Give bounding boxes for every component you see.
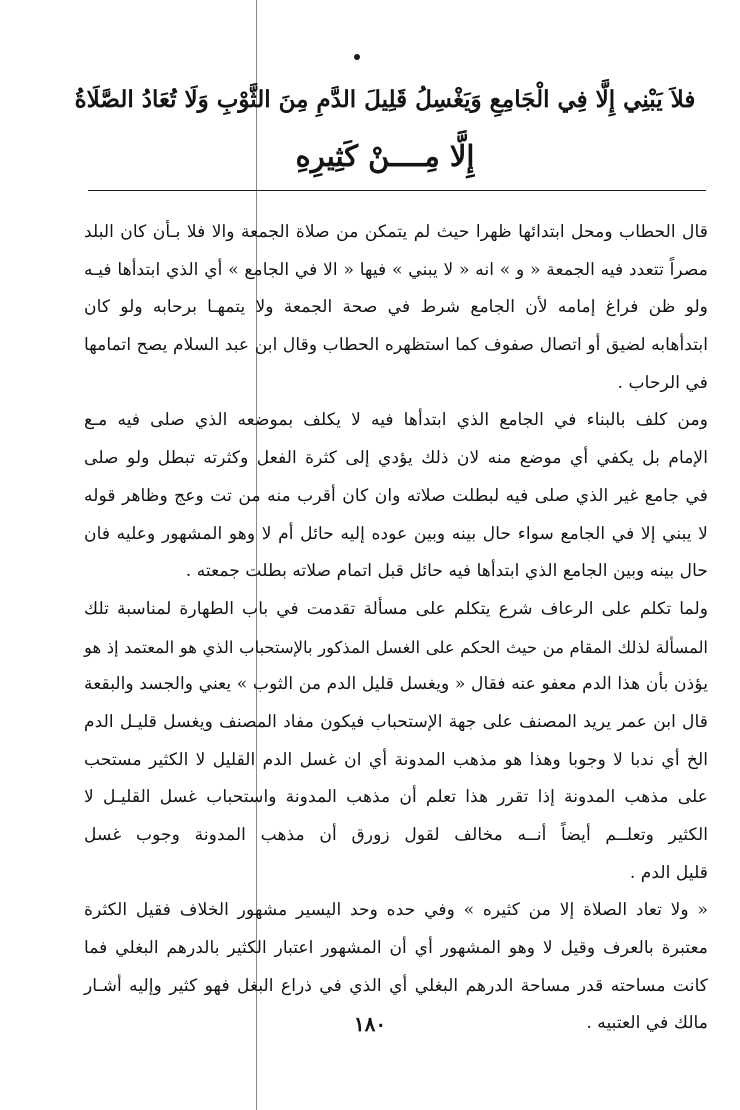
- text-line: لا يبني إلا في الجامع سواء حال بينه وبين عوده إليه حائل أم لا وهو المشهور وعليه فان: [84, 523, 708, 544]
- text-line: ابتدأهابه لضيق أو اتصال صفوف كما استظهره الحطاب وقال ابن عبد السلام يصح اتمامها: [84, 335, 708, 356]
- page-number: ١٨٠: [353, 1012, 387, 1036]
- text-line: ولما تكلم على الرعاف شرع يتكلم على مسألة تقدمت في باب الطهارة لمناسبة تلك: [84, 598, 708, 619]
- commentary-text: [84, 214, 708, 1043]
- heading-line-1: فلاَ يَبْنِي إِلَّا فِي الْجَامِعِ وَيَغْسِلُ قَلِيلَ الدَّمِ مِنَ الثَّوْبِ وَلَا تُعَادُ الصَّلَاةُ: [74, 86, 696, 113]
- text-line: معتبرة بالعرف وقيل لا وهو المشهور أي أن المشهور اعتبار الكثير بالدرهم البغلي فما: [84, 938, 708, 959]
- text-line: الكثير وتعلــم أيضاً أنــه مخالف لقول زورق أن مذهب المدونة وجوب غسل: [84, 825, 708, 845]
- text-line: « ولا تعاد الصلاة إلا من كثيره » وفي حده وحد اليسير مشهور الخلاف فقيل الكثرة: [84, 900, 708, 921]
- text-line: قال ابن عمر يريد المصنف على جهة الإستحباب فيكون مفاد المصنف ويغسل قليـل الدم: [84, 711, 708, 732]
- text-line: قال الحطاب ومحل ابتدائها ظهرا حيث لم يتمكن من صلاة الجمعة والا فلا بـأن كان البلد: [84, 222, 708, 242]
- text-line: يؤذن بأن هذا الدم معفو عنه فقال « ويغسل قليل الدم من الثوب » يعني والجسد والبقعة: [84, 674, 708, 695]
- text-line: ولو ظن فراغ إمامه لأن الجامع شرط في صحة الجمعة ولا يتمهـا برحابه ولو كان: [84, 297, 708, 318]
- text-line: مالك في العتبيه .: [586, 1013, 708, 1034]
- text-line: على مذهب المدونة إذا تقرر هذا تعلم أن مذهب المدونة واستحباب غسل القليـل لا: [84, 787, 708, 808]
- text-line: الإمام بل يكفي أي موضع منه لان ذلك يؤدي إلى كثرة الفعل وكثرته تبطل ولو صلى: [84, 448, 708, 469]
- ornament-dot: [354, 54, 360, 60]
- text-line: كانت مساحته قدر مساحة الدرهم البغلي أي الذي في ذراع البغل فهو كثير وإليه أشـار: [84, 975, 708, 996]
- text-line: في الرحاب .: [617, 372, 708, 393]
- heading-line-2: إِلَّا مِــــنْ كَثِيرِهِ: [295, 139, 475, 173]
- text-line: المسألة لذلك المقام من حيث الحكم على الغسل المذكور بالإستحباب الذي هو المعتمد إذ هو: [84, 637, 708, 657]
- text-line: ومن كلف بالبناء في الجامع الذي ابتدأها فيه لا يكلف بموضعه الذي صلى فيه مـع: [84, 410, 708, 431]
- heading-divider: [88, 190, 706, 191]
- text-line: في جامع غير الذي صلى فيه لبطلت صلاته وان كان أقرب منه من تت وعج وظاهر قوله: [84, 485, 708, 506]
- section-heading: [70, 72, 700, 184]
- text-line: قليل الدم .: [629, 862, 708, 883]
- text-line: مصراً تتعدد فيه الجمعة « و » انه « لا يبني » فيها « الا في الجامع » أي الذي ابتدأها فيـه: [84, 259, 708, 280]
- text-line: حال بينه وبين الجامع الذي ابتدأها فيه حائل قبل اتمام صلاته بطلت جمعته .: [185, 561, 708, 582]
- text-line: الخ أي ندبا لا وجوبا وهذا هو مذهب المدونة أي ان غسل الدم القليل لا الكثير مستحب: [84, 749, 708, 770]
